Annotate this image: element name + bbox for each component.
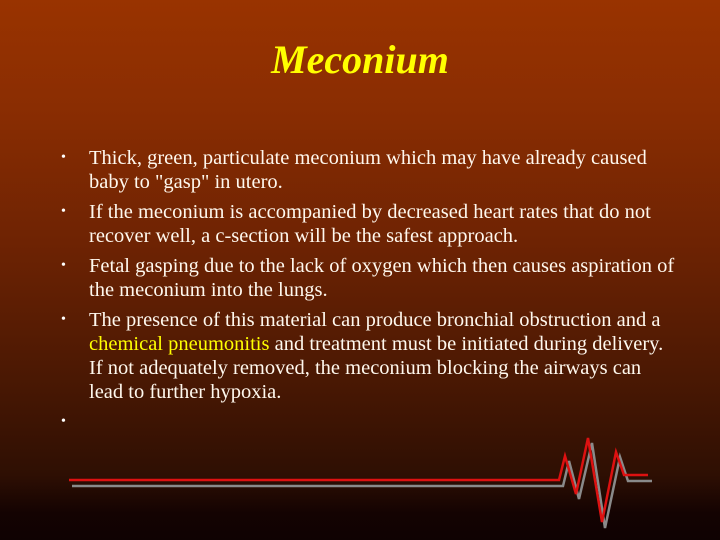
highlighted-term: chemical pneumonitis — [89, 333, 270, 355]
bullet-text: If the meconium is accompanied by decreased heart rates that do not recover well, a c-section will be the safest approach. — [89, 201, 651, 247]
ecg-red-line — [69, 438, 648, 522]
bullet-text-after: and treatment must be initiated during delivery. If not adequately removed, the meconium blocking the airways can lead to further hypoxia. — [89, 333, 664, 403]
bullet-dot-icon: • — [61, 150, 66, 165]
bullet-text-before: The presence of this material can produce bronchial obstruction and a — [89, 309, 661, 331]
bullet-dot-icon: • — [61, 204, 66, 219]
bullet-dot-icon: • — [61, 414, 66, 429]
bullet-text: Thick, green, particulate meconium which may have already caused baby to "gasp" in utero. — [89, 147, 647, 193]
bullet-dot-icon: • — [61, 312, 66, 327]
bullet-text: Fetal gasping due to the lack of oxygen which then causes aspiration of the meconium into the lungs. — [89, 255, 675, 301]
slide-title: Meconium — [271, 37, 449, 82]
bullet-dot-icon: • — [61, 258, 66, 273]
